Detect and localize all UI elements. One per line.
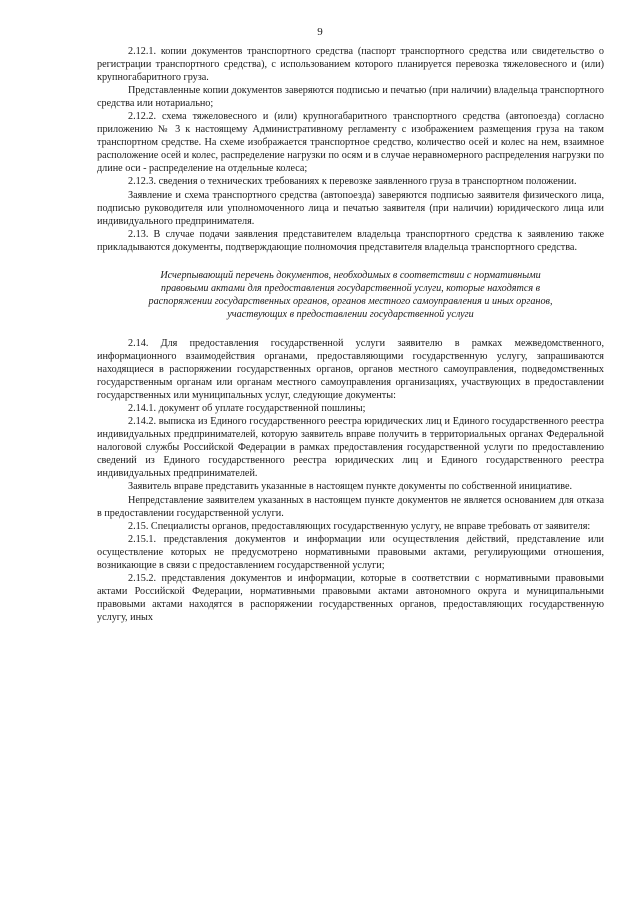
paragraph-2-15-1: 2.15.1. представления документов и информации или осуществления действий, представление или осуществление которых не предусмотрено нормативными правовыми актами, регулирующими отношения, возникающие в связи с предоставлением государственной услуги;	[97, 533, 604, 571]
paragraph-2-12-1: 2.12.1. копии документов транспортного средства (паспорт транспортного средства или свидетельство о регистрации транспортного средства), с использованием которого планируется перевозка тяжеловесного и (или) крупногабаритного груза.	[97, 46, 604, 84]
paragraph-2-14-1: 2.14.1. документ об уплате государственной пошлины;	[128, 403, 366, 415]
section-heading	[97, 269, 604, 321]
section-heading-line: правовыми актами для предоставления государственной услуги, которые находятся в	[160, 282, 541, 294]
paragraph-2-12-3: 2.12.3. сведения о технических требованиях к перевозке заявленного груза в транспортном положении.	[128, 176, 577, 188]
paragraph-2-13: 2.13. В случае подачи заявления представителем владельца транспортного средства к заявлению также прикладываются документы, подтверждающие полномочия представителя владельца транспортного средства.	[97, 228, 604, 253]
paragraph-2-12-2: 2.12.2. схема тяжеловесного и (или) крупногабаритного транспортного средства (автопоезда) согласно приложению № 3 к настоящему Административному регламенту с изображением размещения груза на таком транспортном средстве. На схеме изображается транспортное средство, количество осей и колес на нем, взаимное расположение осей и колес, распределение нагрузки по осям и в случае неравномерного распределения нагрузки по длине оси - распределение на отдельные колеса;	[97, 111, 604, 175]
paragraph-non-submission: Непредставление заявителем указанных в настоящем пункте документов не является основанием для отказа в предоставлении государственной услуги.	[97, 494, 604, 519]
page-number: 9	[317, 26, 323, 38]
section-heading-line: распоряжении государственных органов, органов местного самоуправления и иных органов,	[148, 295, 553, 307]
paragraph-copies-certification: Представленные копии документов заверяются подписью и печатью (при наличии) владельца транспортного средства или нотариально;	[97, 85, 604, 110]
document-body	[97, 45, 604, 624]
paragraph-2-15-2: 2.15.2. представления документов и информации, которые в соответствии с нормативными правовыми актами Российской Федерации, нормативными правовыми актами автономного округа и муниципальными правовыми актами находятся в распоряжении государственных органов, предоставляющих государственную услугу, иных	[97, 572, 604, 623]
paragraph-2-14-2: 2.14.2. выписка из Единого государственного реестра юридических лиц и Единого государственного реестра индивидуальных предпринимателей, которую заявитель вправе получить в территориальных органах Федеральной налоговой службы Российской Федерации в рамках предоставления государственной услуги по предоставлению сведений из Единого государственного реестра юридических лиц и Единого государственного реестра индивидуальных предпринимателей.	[97, 416, 604, 480]
paragraph-2-14: 2.14. Для предоставления государственной услуги заявителю в рамках межведомственного, информационного взаимодействия органами, предоставляющими государственную услугу, запрашиваются находящиеся в распоряжении государственных органов, органов местного самоуправления, подведомственных государственным органам или органам местного самоуправления организациях, участвующих в предоставлении государственных или муниципальных услуг, следующие документы:	[97, 337, 604, 402]
section-heading-line: участвующих в предоставлении государственной услуги	[227, 308, 474, 320]
paragraph-own-initiative: Заявитель вправе представить указанные в настоящем пункте документы по собственной инициативе.	[128, 481, 573, 493]
paragraph-2-15: 2.15. Специалисты органов, предоставляющих государственную услугу, не вправе требовать от заявителя:	[128, 520, 591, 532]
paragraph-application-certification: Заявление и схема транспортного средства (автопоезда) заверяются подписью заявителя физического лица, подписью руководителя или уполномоченного лица и печатью заявителя (при наличии) юридического лица или индивидуального предпринимателя.	[97, 189, 604, 227]
section-heading-line: Исчерпывающий перечень документов, необходимых в соответствии с нормативными	[160, 269, 541, 281]
